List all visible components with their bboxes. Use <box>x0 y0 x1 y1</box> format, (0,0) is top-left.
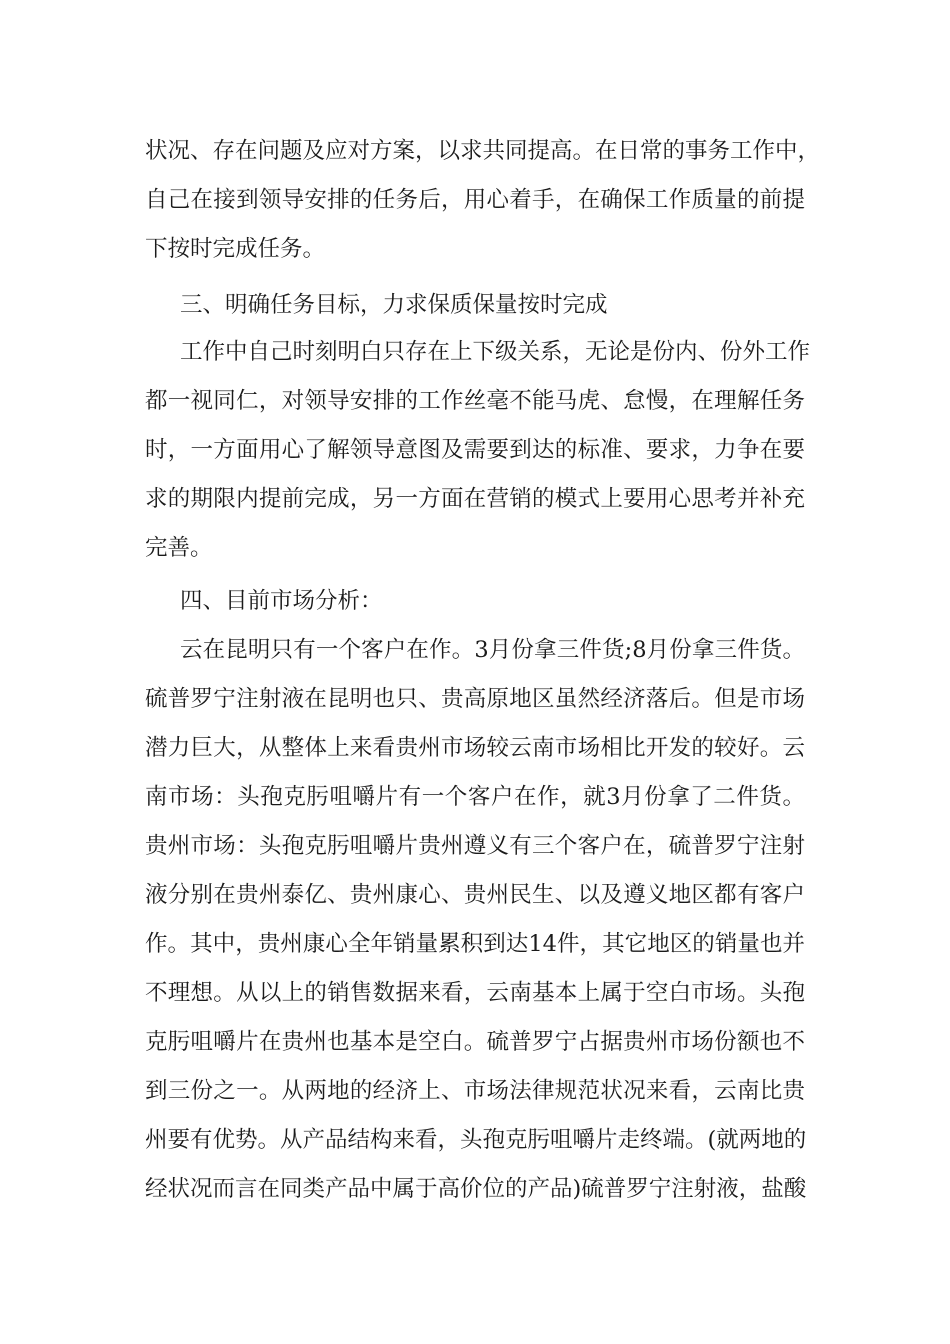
text-line: 云在昆明只有一个客户在作。3月份拿三件货;8月份拿三件货。 <box>180 637 805 663</box>
text-line: 不理想。从以上的销售数据来看，云南基本上属于空白市场。头孢 <box>145 980 805 1006</box>
text-line: 自己在接到领导安排的任务后，用心着手，在确保工作质量的前提 <box>145 187 805 213</box>
text-line: 工作中自己时刻明白只存在上下级关系，无论是份内、份外工作 <box>180 339 811 365</box>
text-line: 时，一方面用心了解领导意图及需要到达的标准、要求，力争在要 <box>145 437 805 463</box>
text-line: 求的期限内提前完成，另一方面在营销的模式上要用心思考并补充 <box>145 486 805 512</box>
text-line: 作。其中，贵州康心全年销量累积到达14件，其它地区的销量也并 <box>145 931 805 957</box>
text-line: 液分别在贵州泰亿、贵州康心、贵州民生、以及遵义地区都有客户 <box>145 882 805 908</box>
section-heading: 三、明确任务目标，力求保质保量按时完成 <box>180 292 608 318</box>
text-line: 完善。 <box>145 535 213 561</box>
text-line: 克肟咀嚼片在贵州也基本是空白。硫普罗宁占据贵州市场份额也不 <box>145 1029 805 1055</box>
text-line: 州要有优势。从产品结构来看，头孢克肟咀嚼片走终端。(就两地的 <box>145 1127 807 1153</box>
text-line: 经状况而言在同类产品中属于高价位的产品)硫普罗宁注射液，盐酸 <box>145 1176 807 1202</box>
text-line: 贵州市场：头孢克肟咀嚼片贵州遵义有三个客户在，硫普罗宁注射 <box>145 833 805 859</box>
section-heading: 四、目前市场分析： <box>180 588 383 614</box>
text-line: 硫普罗宁注射液在昆明也只、贵高原地区虽然经济落后。但是市场 <box>145 686 805 712</box>
text-line: 都一视同仁，对领导安排的工作丝毫不能马虎、怠慢，在理解任务 <box>145 388 805 414</box>
text-line: 潜力巨大，从整体上来看贵州市场较云南市场相比开发的较好。云 <box>145 735 805 761</box>
text-line: 状况、存在问题及应对方案，以求共同提高。在日常的事务工作中， <box>145 138 821 164</box>
text-line: 下按时完成任务。 <box>145 236 326 262</box>
text-line: 到三份之一。从两地的经济上、市场法律规范状况来看，云南比贵 <box>145 1078 805 1104</box>
text-line: 南市场：头孢克肟咀嚼片有一个客户在作，就3月份拿了二件货。 <box>145 784 805 810</box>
